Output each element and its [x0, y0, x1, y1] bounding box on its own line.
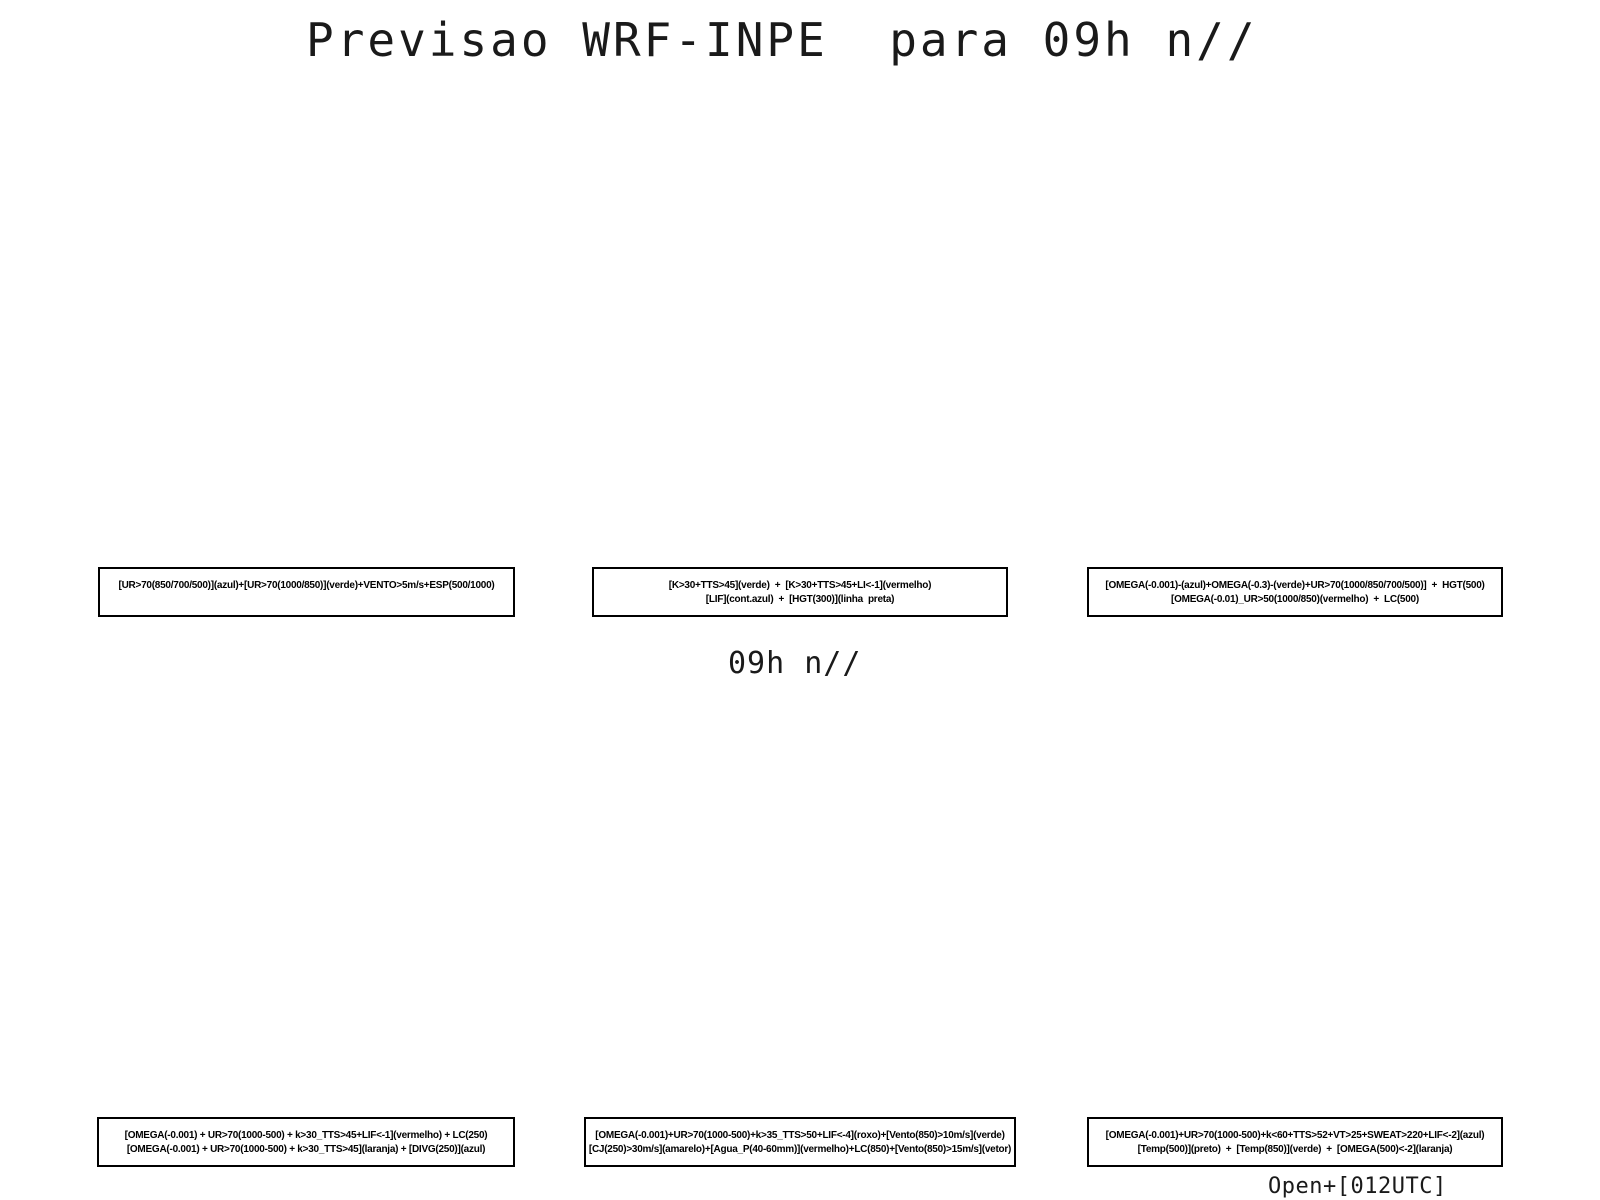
legend-box-bottom-left: [97, 1117, 515, 1167]
legend-box-top-right: [1087, 567, 1503, 617]
legend-line: [OMEGA(-0.001)-(azul)+OMEGA(-0.3)-(verde)+UR>70(1000/850/700/500)] + HGT(500): [1105, 580, 1485, 591]
legend-line: [OMEGA(-0.01)_UR>50(1000/850)(vermelho) + LC(500): [1171, 594, 1419, 605]
legend-line: [CJ(250)>30m/s](amarelo)+[Agua_P(40-60mm)](vermelho)+LC(850)+[Vento(850)>15m/s](vetor): [588, 1144, 1012, 1155]
legend-box-bottom-center: [584, 1117, 1016, 1167]
legend-line: [OMEGA(-0.001)+UR>70(1000-500)+k>35_TTS>50+LIF<-4](roxo)+[Vento(850)>10m/s](verde): [595, 1130, 1005, 1141]
legend-line: [LIF](cont.azul) + [HGT(300)](linha preta): [705, 594, 895, 605]
legend-line: [OMEGA(-0.001)+UR>70(1000-500)+k<60+TTS>52+VT>25+SWEAT>220+LIF<-2](azul): [1105, 1130, 1485, 1141]
forecast-hour-label: 09h n//: [728, 646, 862, 681]
page-title: Previsao WRF-INPE para 09h n//: [306, 13, 1258, 67]
legend-line: [OMEGA(-0.001) + UR>70(1000-500) + k>30_TTS>45+LIF<-1](vermelho) + LC(250): [124, 1130, 488, 1141]
legend-line: [UR>70(850/700/500)](azul)+[UR>70(1000/850)](verde)+VENTO>5m/s+ESP(500/1000): [118, 580, 495, 591]
legend-line: [OMEGA(-0.001) + UR>70(1000-500) + k>30_TTS>45](laranja) + [DIVG(250)](azul): [126, 1144, 486, 1155]
legend-box-top-left: [98, 567, 515, 617]
legend-line: [K>30+TTS>45](verde) + [K>30+TTS>45+LI<-1](vermelho): [668, 580, 932, 591]
legend-box-top-center: [592, 567, 1008, 617]
legend-line: [Temp(500)](preto) + [Temp(850)](verde) + [OMEGA(500)<-2](laranja): [1137, 1144, 1453, 1155]
footer-run-label: Open+[012UTC]: [1268, 1174, 1447, 1199]
legend-box-bottom-right: [1087, 1117, 1503, 1167]
